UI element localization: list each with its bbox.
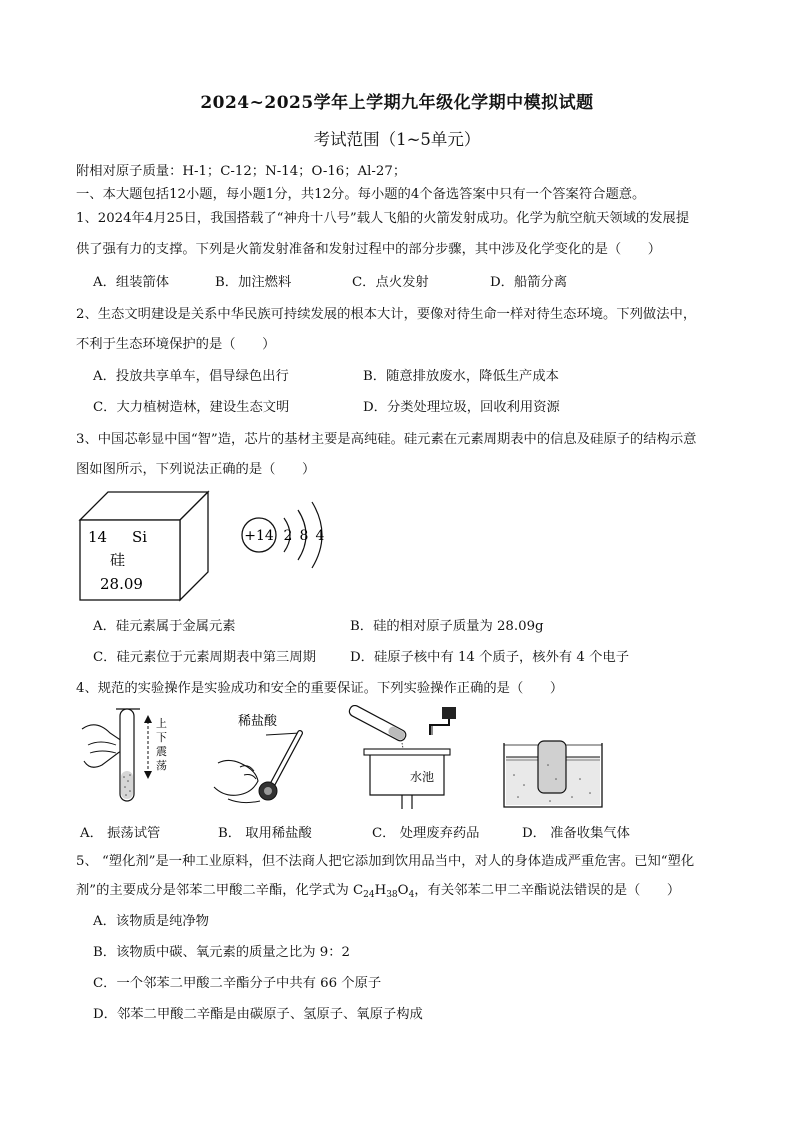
figure-d-gas-collection (500, 735, 610, 811)
q3-option-d: D．硅原子核中有 14 个质子，核外有 4 个电子 (350, 650, 629, 665)
q3-stem-line2: 图如图所示，下列说法正确的是（ ） (76, 462, 316, 477)
shake-label-1: 上 (156, 717, 167, 730)
q4-stem-line1: 4、规范的实验操作是实验成功和安全的重要保证。下列实验操作正确的是（ ） (76, 681, 564, 696)
q5-option-b: B．该物质中碳、氧元素的质量之比为 9：2 (93, 945, 350, 960)
figure-c-disposing-chemicals (340, 705, 460, 813)
element-name: 硅 (110, 551, 126, 569)
shake-label-4: 荡 (156, 759, 167, 772)
q3-option-a: A．硅元素属于金属元素 (93, 619, 236, 634)
q2-stem-line1: 2、生态文明建设是关系中华民族可持续发展的根本大计，要像对待生命一样对待生态环境。下列做法中， (76, 307, 697, 322)
figure-b-taking-dilute-acid (208, 705, 318, 813)
acid-label: 稀盐酸 (238, 714, 278, 729)
element-symbol: Si (132, 528, 148, 546)
shake-label-3: 震 (156, 745, 167, 758)
q2-option-c: C．大力植树造林，建设生态文明 (93, 400, 290, 415)
q1-option-a: A．组装箭体 (93, 275, 170, 290)
shake-label-2: 下 (156, 731, 167, 744)
q3-option-c: C．硅元素位于元素周期表中第三周期 (93, 650, 316, 665)
q2-stem-line2: 不利于生态环境保护的是（ ） (76, 337, 276, 352)
element-atomic-number: 14 (88, 528, 108, 546)
figure-a-shaking-test-tube (76, 705, 186, 813)
q5-option-c: C．一个邻苯二甲酸二辛酯分子中共有 66 个原子 (93, 976, 382, 991)
pool-label: 水池 (410, 770, 435, 784)
q1-option-d: D．船箭分离 (490, 275, 568, 290)
q1-stem-line1: 1、2024年4月25日，我国搭载了“神舟十八号”载人飞船的火箭发射成功。化学为航空航天领域的发展提 (76, 211, 690, 226)
exam-title: 2024~2025学年上学期九年级化学期中模拟试题 (200, 93, 594, 113)
silicon-atom-structure-diagram (236, 488, 336, 588)
q4-option-b: B． 取用稀盐酸 (218, 826, 312, 841)
q5-stem-line2: 剂”的主要成分是邻苯二甲酸二辛酯，化学式为 $C_{24}H_{38}O_4$，有关邻苯二甲二辛酯说法错误的是（ ） (76, 883, 681, 900)
shell-1-electrons: 2 (283, 528, 293, 544)
silicon-element-card (74, 488, 214, 604)
q2-option-a: A．投放共享单车，倡导绿色出行 (93, 369, 289, 384)
section-one-instructions: 一、本大题包括12小题，每小题1分，共12分。每小题的4个备选答案中只有一个答案符合题意。 (76, 187, 646, 202)
q5-option-a: A．该物质是纯净物 (93, 914, 209, 929)
q1-stem-line2: 供了强有力的支撑。下列是火箭发射准备和发射过程中的部分步骤，其中涉及化学变化的是（ ） (76, 242, 662, 257)
q1-option-c: C．点火发射 (352, 275, 429, 290)
atomic-masses: 附相对原子质量：H-1；C-12；N-14；O-16；Al-27； (76, 164, 407, 179)
q1-option-b: B．加注燃料 (215, 275, 292, 290)
q2-option-b: B．随意排放废水，降低生产成本 (363, 369, 559, 384)
q5-option-d: D．邻苯二甲酸二辛酯是由碳原子、氢原子、氧原子构成 (93, 1007, 423, 1022)
q3-option-b: B．硅的相对原子质量为 28.09g (350, 619, 544, 634)
exam-scope: 考试范围（1~5单元） (313, 130, 481, 149)
q5-stem-line1: 5、 “塑化剂”是一种工业原料，但不法商人把它添加到饮用品当中，对人的身体造成严重危害。已知“塑化 (76, 854, 695, 869)
q3-stem-line1: 3、中国芯彰显中国“智”造，芯片的基材主要是高纯硅。硅元素在元素周期表中的信息及硅原子的结构示意 (76, 432, 697, 447)
shell-2-electrons: 8 (299, 528, 309, 544)
q4-option-d: D． 准备收集气体 (522, 826, 630, 841)
nucleus-charge: +14 (244, 528, 274, 544)
q4-option-c: C． 处理废弃药品 (372, 826, 480, 841)
q4-option-a: A． 振荡试管 (80, 826, 161, 841)
q2-option-d: D．分类处理垃圾，回收利用资源 (363, 400, 560, 415)
element-atomic-mass: 28.09 (100, 575, 143, 593)
shell-3-electrons: 4 (315, 528, 325, 544)
